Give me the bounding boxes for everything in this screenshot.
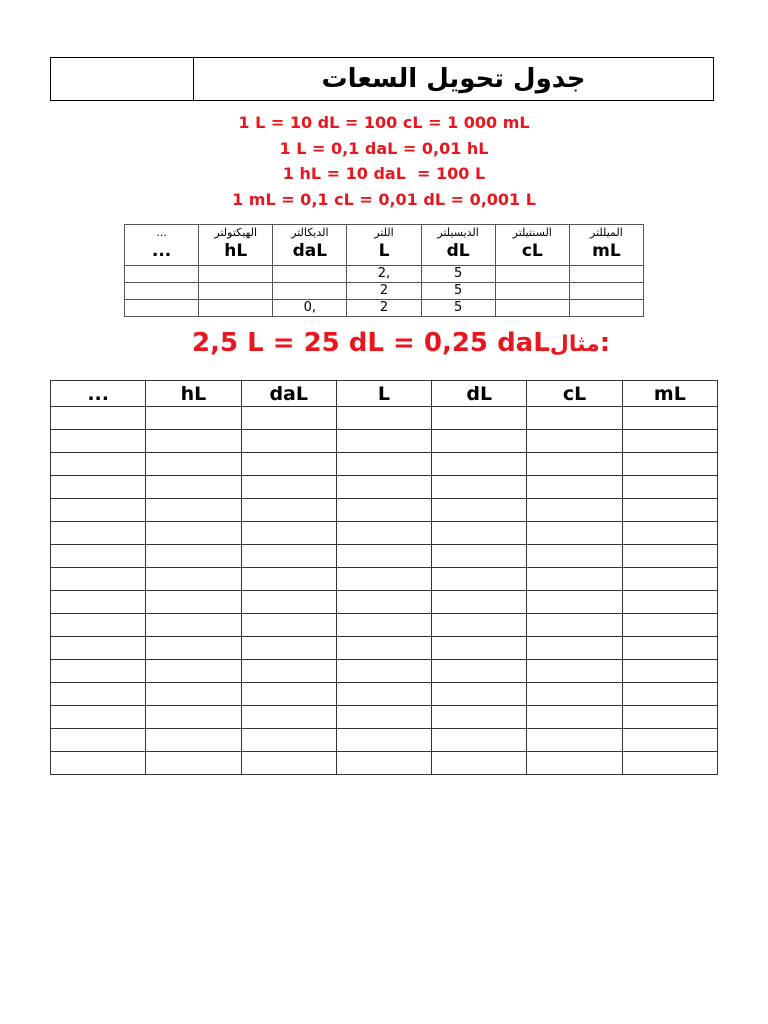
table-cell <box>527 499 622 522</box>
table-cell <box>199 300 273 317</box>
header-arabic-name: الميللتر <box>590 226 623 239</box>
table-cell <box>241 752 336 775</box>
table-cell <box>622 476 717 499</box>
table-row <box>51 591 718 614</box>
table-cell <box>527 476 622 499</box>
formula-line: 1 mL = 0,1 cL = 0,01 dL = 0,001 L <box>232 189 536 209</box>
table-cell <box>241 476 336 499</box>
table-cell <box>622 683 717 706</box>
table-cell <box>51 614 146 637</box>
table-cell <box>622 591 717 614</box>
table-cell <box>527 683 622 706</box>
table-cell <box>336 499 431 522</box>
table-cell <box>241 614 336 637</box>
table-cell <box>146 660 241 683</box>
table-cell <box>495 283 569 300</box>
page-title: جدول تحويل السعات <box>321 64 586 94</box>
table-cell <box>51 752 146 775</box>
table-cell <box>146 499 241 522</box>
table-cell <box>146 591 241 614</box>
title-empty-cell <box>51 58 194 100</box>
header-unit: mL <box>592 241 621 261</box>
table-row <box>51 499 718 522</box>
example-label: مثال <box>549 332 600 357</box>
table-cell <box>125 300 199 317</box>
header-unit: ... <box>51 381 146 407</box>
header-cell <box>273 225 347 266</box>
table-cell <box>432 430 527 453</box>
table-row <box>51 545 718 568</box>
table-cell <box>495 300 569 317</box>
table-cell <box>336 752 431 775</box>
table-cell <box>622 453 717 476</box>
table-cell <box>51 729 146 752</box>
table-cell <box>527 614 622 637</box>
table-cell <box>569 300 643 317</box>
table-row <box>51 729 718 752</box>
table-cell <box>241 453 336 476</box>
header-arabic-name: اللتر <box>374 226 394 239</box>
table-cell <box>622 660 717 683</box>
example-conversion-table <box>124 224 644 317</box>
table-cell <box>146 683 241 706</box>
example-colon: : <box>599 328 611 358</box>
table-row <box>51 683 718 706</box>
table-cell <box>622 430 717 453</box>
header-unit: cL <box>527 381 622 407</box>
table-cell: 2, <box>347 266 421 283</box>
table-cell <box>432 453 527 476</box>
table-cell <box>527 637 622 660</box>
table-cell <box>146 729 241 752</box>
table-cell <box>241 660 336 683</box>
table-cell <box>336 476 431 499</box>
header-unit: ... <box>151 241 172 261</box>
table-cell <box>51 706 146 729</box>
table-cell <box>51 637 146 660</box>
table-cell <box>527 430 622 453</box>
table-cell <box>432 476 527 499</box>
table-cell <box>527 591 622 614</box>
table-cell <box>622 407 717 430</box>
table-cell <box>51 453 146 476</box>
table-cell <box>527 545 622 568</box>
table-cell <box>336 660 431 683</box>
table-row <box>51 430 718 453</box>
table-cell <box>241 568 336 591</box>
table-cell <box>432 637 527 660</box>
table-cell <box>432 752 527 775</box>
table-cell <box>241 683 336 706</box>
table-cell <box>51 660 146 683</box>
table-row <box>51 614 718 637</box>
header-arabic-name: الديسيلتر <box>437 226 479 239</box>
table-cell <box>241 591 336 614</box>
formula-line: 1 hL = 10 daL = 100 L <box>282 164 486 183</box>
table-cell <box>432 545 527 568</box>
table-cell <box>273 266 347 283</box>
header-cell <box>421 225 495 266</box>
table-cell <box>241 407 336 430</box>
table-cell <box>146 476 241 499</box>
table-cell <box>622 752 717 775</box>
table-cell <box>432 591 527 614</box>
table-cell <box>51 476 146 499</box>
header-unit: cL <box>521 241 543 261</box>
table-cell <box>527 706 622 729</box>
table-cell <box>241 637 336 660</box>
table-cell <box>622 568 717 591</box>
table-cell: 2 <box>347 283 421 300</box>
table-cell <box>241 522 336 545</box>
table-cell <box>51 407 146 430</box>
header-unit: daL <box>292 241 328 261</box>
table-row <box>125 266 644 283</box>
table-cell <box>241 545 336 568</box>
table-cell <box>432 522 527 545</box>
table-cell <box>146 706 241 729</box>
table-cell <box>336 522 431 545</box>
conversion-formulas <box>0 110 768 212</box>
exercise-table-header-row <box>51 381 718 407</box>
table-cell <box>569 266 643 283</box>
table-cell <box>51 568 146 591</box>
conversion-exercise-table <box>50 380 718 775</box>
header-arabic-name: الديكالتر <box>291 226 329 239</box>
table-row <box>51 568 718 591</box>
table-cell <box>51 430 146 453</box>
table-cell <box>241 499 336 522</box>
header-unit: hL <box>224 241 248 261</box>
table-cell <box>125 266 199 283</box>
header-cell <box>199 225 273 266</box>
table-row <box>51 407 718 430</box>
header-arabic-name: ... <box>156 226 167 239</box>
table-cell <box>146 752 241 775</box>
table-row <box>51 637 718 660</box>
table-cell <box>622 729 717 752</box>
table-row <box>51 660 718 683</box>
table-cell <box>146 637 241 660</box>
table-cell <box>336 453 431 476</box>
table-cell <box>241 430 336 453</box>
table-cell <box>336 568 431 591</box>
table-cell <box>527 407 622 430</box>
table-cell <box>432 499 527 522</box>
table-cell: 5 <box>421 300 495 317</box>
table-cell <box>622 522 717 545</box>
header-cell <box>347 225 421 266</box>
table-cell: 5 <box>421 266 495 283</box>
table-cell <box>622 637 717 660</box>
table-cell <box>241 706 336 729</box>
title-box <box>50 57 714 101</box>
table-cell <box>527 660 622 683</box>
table-cell <box>432 568 527 591</box>
table-cell <box>432 407 527 430</box>
table-cell <box>125 283 199 300</box>
header-cell <box>125 225 199 266</box>
table-cell <box>527 752 622 775</box>
table-row <box>51 522 718 545</box>
table-cell <box>146 453 241 476</box>
table-row <box>51 453 718 476</box>
table-cell <box>622 499 717 522</box>
table-cell <box>199 283 273 300</box>
table-cell <box>432 729 527 752</box>
table-cell: 5 <box>421 283 495 300</box>
table-row <box>125 300 644 317</box>
table-cell <box>527 729 622 752</box>
table-cell <box>336 729 431 752</box>
table-cell <box>527 568 622 591</box>
table-cell <box>336 545 431 568</box>
table-cell <box>432 614 527 637</box>
table-cell <box>51 591 146 614</box>
table-cell <box>336 614 431 637</box>
table-cell <box>336 407 431 430</box>
table-cell <box>432 683 527 706</box>
table-cell <box>146 430 241 453</box>
header-unit: L <box>336 381 431 407</box>
table-cell <box>336 637 431 660</box>
table-cell <box>336 706 431 729</box>
table-cell <box>51 545 146 568</box>
header-unit: L <box>378 241 390 261</box>
table-cell <box>495 266 569 283</box>
table-cell <box>527 522 622 545</box>
header-cell <box>569 225 643 266</box>
table-cell <box>146 614 241 637</box>
table-cell <box>569 283 643 300</box>
table-cell <box>273 283 347 300</box>
table-cell <box>336 591 431 614</box>
table-cell: 0, <box>273 300 347 317</box>
header-unit: dL <box>432 381 527 407</box>
table-cell <box>336 683 431 706</box>
formula-line: 1 L = 10 dL = 100 cL = 1 000 mL <box>238 113 530 132</box>
example-line <box>192 328 610 358</box>
table-row <box>125 283 644 300</box>
table-cell <box>146 545 241 568</box>
table-cell <box>241 729 336 752</box>
table-row <box>51 706 718 729</box>
header-arabic-name: السنتيلتر <box>512 226 552 239</box>
table-cell <box>622 614 717 637</box>
table-cell <box>51 522 146 545</box>
header-unit: mL <box>622 381 717 407</box>
example-equation: 2,5 L = 25 dL = 0,25 daL <box>192 328 550 358</box>
table-cell <box>527 453 622 476</box>
table-row <box>51 752 718 775</box>
header-cell <box>495 225 569 266</box>
header-unit: dL <box>446 241 470 261</box>
header-unit: hL <box>146 381 241 407</box>
table-cell <box>146 407 241 430</box>
header-arabic-name: الهيكتولتر <box>214 226 258 239</box>
table-cell <box>432 706 527 729</box>
header-unit: daL <box>241 381 336 407</box>
table-cell <box>622 545 717 568</box>
example-table-header-row <box>125 225 644 266</box>
table-cell <box>199 266 273 283</box>
table-cell <box>146 522 241 545</box>
table-cell <box>146 568 241 591</box>
formula-line: 1 L = 0,1 daL = 0,01 hL <box>279 138 489 158</box>
table-cell <box>51 499 146 522</box>
table-cell <box>622 706 717 729</box>
table-cell: 2 <box>347 300 421 317</box>
table-cell <box>432 660 527 683</box>
table-cell <box>51 683 146 706</box>
table-row <box>51 476 718 499</box>
table-cell <box>336 430 431 453</box>
